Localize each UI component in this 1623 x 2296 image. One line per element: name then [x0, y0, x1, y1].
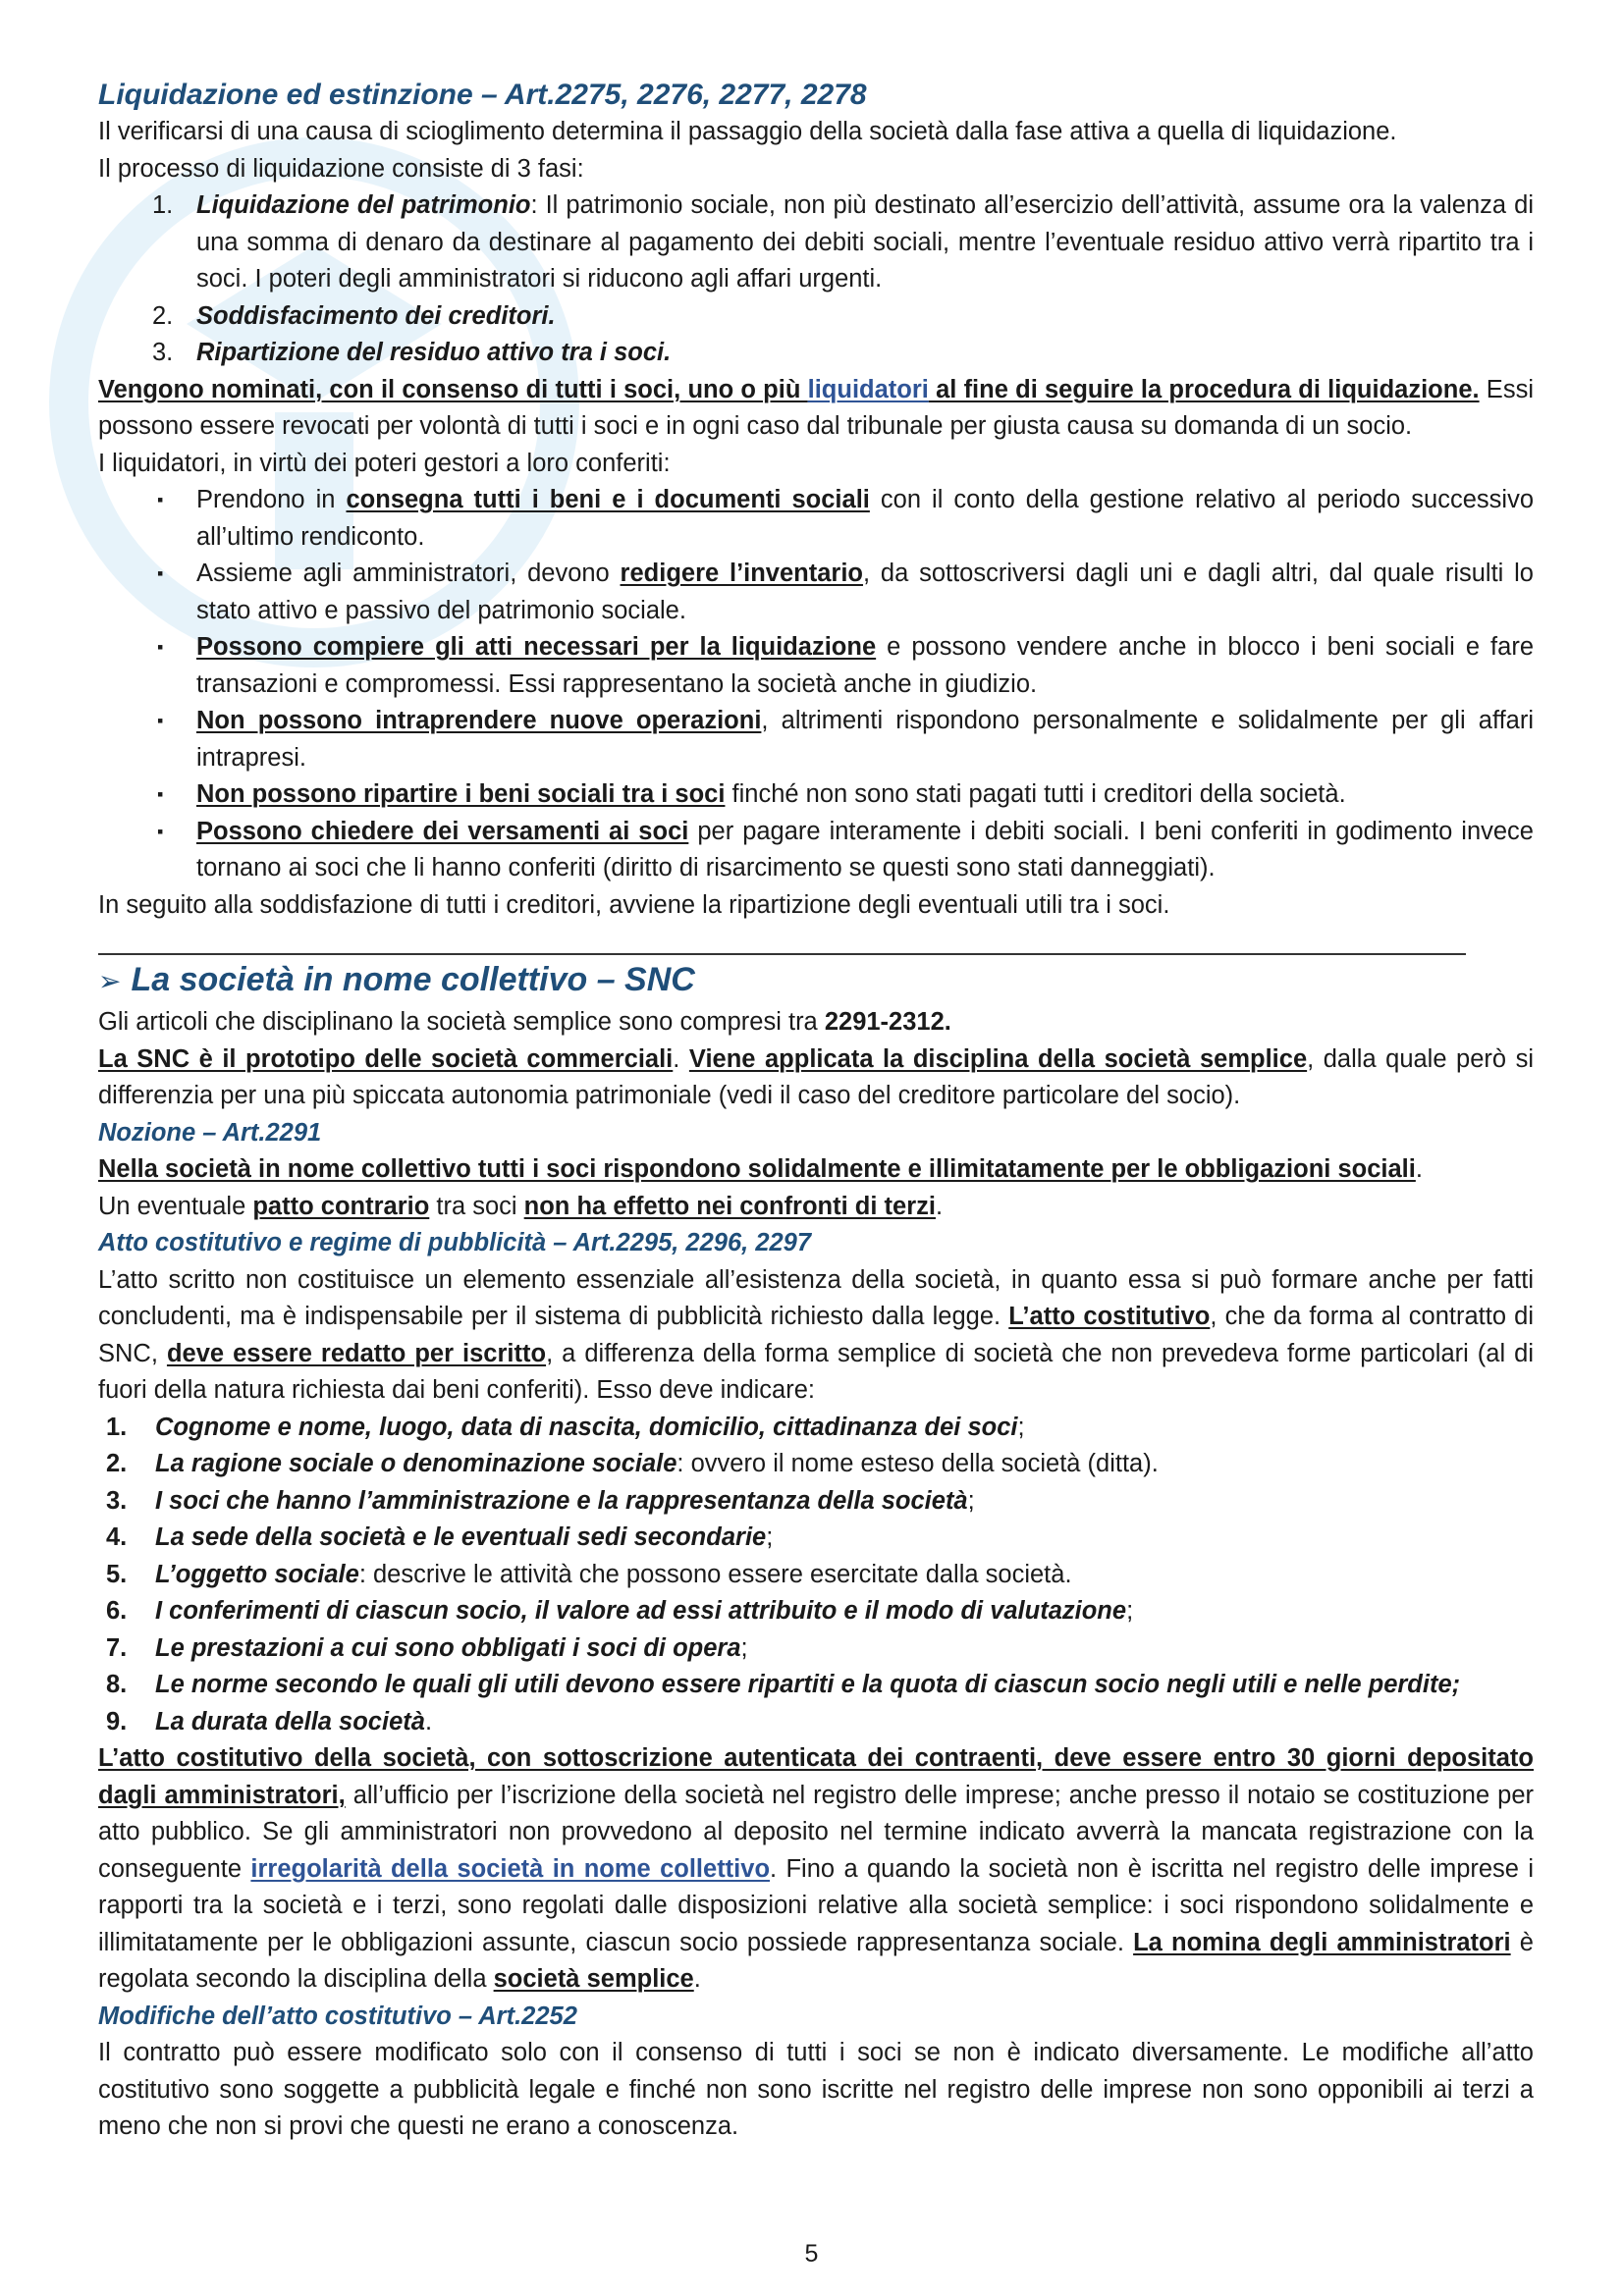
list-item: 9. La durata della società. — [106, 1707, 433, 1735]
list-item: 7. Le prestazioni a cui sono obbligati i soci di opera; — [106, 1633, 748, 1662]
paragraph: Il contratto può essere modificato solo con il consenso di tutti i soci se non è indicato diversamente. Le modifiche all’atto costitutivo sono soggette a pubblicità legale e finché non sono iscritte nel registro delle imprese non sono opponibili ai terzi a meno che non si provi che questi ne erano a conoscenza. — [98, 2039, 1534, 2140]
bullet-icon: ▪ — [157, 711, 164, 730]
paragraph: Vengono nominati, con il consenso di tutti i soci, uno o più liquidatori al fine di seguire la procedura di liquidazione. Essi possono essere revocati per volontà di tutti i soci e in ogni caso dal tribunale per giusta causa su domanda di un socio. — [98, 375, 1534, 440]
irregolarita-link[interactable]: irregolarità della società in nome collettivo — [250, 1854, 771, 1883]
paragraph: Il verificarsi di una causa di scioglimento determina il passaggio della società dalla fase attiva a quella di liquidazione. — [98, 118, 1397, 145]
list-item: 3. I soci che hanno l’amministrazione e la rappresentanza della società; — [106, 1486, 975, 1515]
list-item: 6. I conferimenti di ciascun socio, il valore ad essi attribuito e il modo di valutazione; — [106, 1597, 1134, 1625]
list-item: 2. Soddisfacimento dei creditori. — [152, 301, 556, 330]
heading-modifiche: Modifiche dell’atto costitutivo – Art.2252 — [98, 2002, 577, 2030]
atto-items-list — [98, 1410, 1534, 1741]
list-item: ▪ Possono chiedere dei versamenti ai soci per pagare interamente i debiti sociali. I beni conferiti in godimento invece tornano ai soci che li hanno conferiti (diritto di risarcimento se questi sono stati danneggiati). — [98, 814, 1534, 887]
list-item: ▪ Non possono intraprendere nuove operazioni, altrimenti rispondono personalmente e solidalmente per gli affari intrapresi. — [98, 703, 1534, 776]
list-item: 1. Cognome e nome, luogo, data di nascita, domicilio, cittadinanza dei soci; — [106, 1413, 1025, 1441]
list-item: ▪ Assieme agli amministratori, devono redigere l’inventario, da sottoscriversi dagli uni e dagli altri, dal quale risulti lo stato attivo e passivo del patrimonio sociale. — [98, 556, 1534, 629]
page-number: 5 — [804, 2240, 819, 2268]
paragraph: In seguito alla soddisfazione di tutti i creditori, avviene la ripartizione degli eventuali utili tra i soci. — [98, 890, 1170, 919]
list-item: ▪ Possono compiere gli atti necessari per la liquidazione e possono vendere anche in blocco i beni sociali e fare transazioni e compromessi. Essi rappresentano la società anche in giudizio. — [98, 629, 1534, 703]
heading-nozione: Nozione – Art.2291 — [98, 1118, 322, 1147]
liquidatori-link[interactable]: liquidatori — [807, 375, 929, 403]
bullet-icon: ▪ — [157, 490, 164, 509]
heading-liquidazione: Liquidazione ed estinzione – Art.2275, 2276, 2277, 2278 — [98, 79, 867, 111]
paragraph: L’atto scritto non costituisce un elemento essenziale all’esistenza della società, in quanto essa si può formare anche per fatti concludenti, ma è indispensabile per il sistema di pubblicità richiesto dalla legge. L’atto costitutivo, che da forma al contratto di SNC, deve essere redatto per iscritto, a differenza della forma semplice di società che non prevedeva forme particolari (al di fuori della natura richiesta dai beni conferiti). Esso deve indicare: — [98, 1265, 1535, 1404]
paragraph: I liquidatori, in virtù dei poteri gestori a loro conferiti: — [98, 449, 671, 477]
list-item: 1. Liquidazione del patrimonio: Il patrimonio sociale, non più destinato all’esercizio dell’attività, assume ora la valenza di una somma di denaro da destinare al pagamento dei debiti sociali, mentre l’eventuale residuo attivo verrà ripartito tra i soci. I poteri degli amministratori si riducono agli affari urgenti. — [152, 191, 1534, 293]
list-item: 4. La sede della società e le eventuali sedi secondarie; — [106, 1523, 774, 1551]
list-item: 5. L’oggetto sociale: descrive le attività che possono essere esercitate dalla società. — [106, 1560, 1072, 1588]
paragraph: Nella società in nome collettivo tutti i soci rispondono solidalmente e illimitatamente per le obbligazioni sociali. — [98, 1155, 1423, 1183]
list-item: 8. Le norme secondo le quali gli utili devono essere ripartiti e la quota di ciascun socio negli utili e nelle perdite; — [106, 1671, 1461, 1698]
bullet-icon: ▪ — [157, 784, 164, 804]
document-page — [98, 77, 1534, 2146]
paragraph: Gli articoli che disciplinano la società semplice sono compresi tra 2291-2312. — [98, 1008, 951, 1036]
list-item: ▪ Non possono ripartire i beni sociali tra i soci finché non sono stati pagati tutti i creditori della società. — [98, 776, 1534, 814]
arrow-icon: ➢ — [98, 966, 122, 996]
heading-snc: ➢ La società in nome collettivo – SNC — [98, 961, 695, 998]
section-divider — [98, 924, 1466, 955]
paragraph: Il processo di liquidazione consiste di 3 fasi: — [98, 154, 584, 183]
bullet-icon: ▪ — [157, 821, 164, 841]
list-item: ▪ Prendono in consegna tutti i beni e i documenti sociali con il conto della gestione relativo al periodo successivo all’ultimo rendiconto. — [98, 482, 1534, 556]
list-item: 3. Ripartizione del residuo attivo tra i soci. — [152, 339, 672, 366]
heading-atto-costitutivo: Atto costitutivo e regime di pubblicità – Art.2295, 2296, 2297 — [98, 1229, 812, 1256]
powers-list — [98, 482, 1534, 887]
paragraph: L’atto costitutivo della società, con sottoscrizione autenticata dei contraenti, deve essere entro 30 giorni depositato dagli amministratori, all’ufficio per l’iscrizione della società nel registro delle imprese; anche presso il notaio se costituzione per atto pubblico. Se gli amministratori non provvedono al deposito nel termine indicato avverrà la mancata registrazione con la conseguente irregolarità della società in nome collettivo. Fino a quando la società non è iscritta nel registro delle imprese i rapporti tra la società e i terzi, sono regolati dalle disposizioni relative alla società semplice: i soci rispondono solidalmente e illimitatamente per le obbligazioni assunte, ciascun socio possiede rappresentanza sociale. La nomina degli amministratori è regolata secondo la disciplina della società semplice. — [98, 1744, 1535, 1993]
phases-list — [98, 187, 1534, 372]
bullet-icon: ▪ — [157, 637, 164, 657]
bullet-icon: ▪ — [157, 563, 164, 583]
paragraph: La SNC è il prototipo delle società commerciali. Viene applicata la disciplina della società semplice, dalla quale però si differenzia per una più spiccata autonomia patrimoniale (vedi il caso del creditore particolare del socio). — [98, 1044, 1535, 1109]
list-item: 2. La ragione sociale o denominazione sociale: ovvero il nome esteso della società (ditta). — [106, 1450, 1159, 1477]
paragraph: Un eventuale patto contrario tra soci non ha effetto nei confronti di terzi. — [98, 1192, 944, 1220]
